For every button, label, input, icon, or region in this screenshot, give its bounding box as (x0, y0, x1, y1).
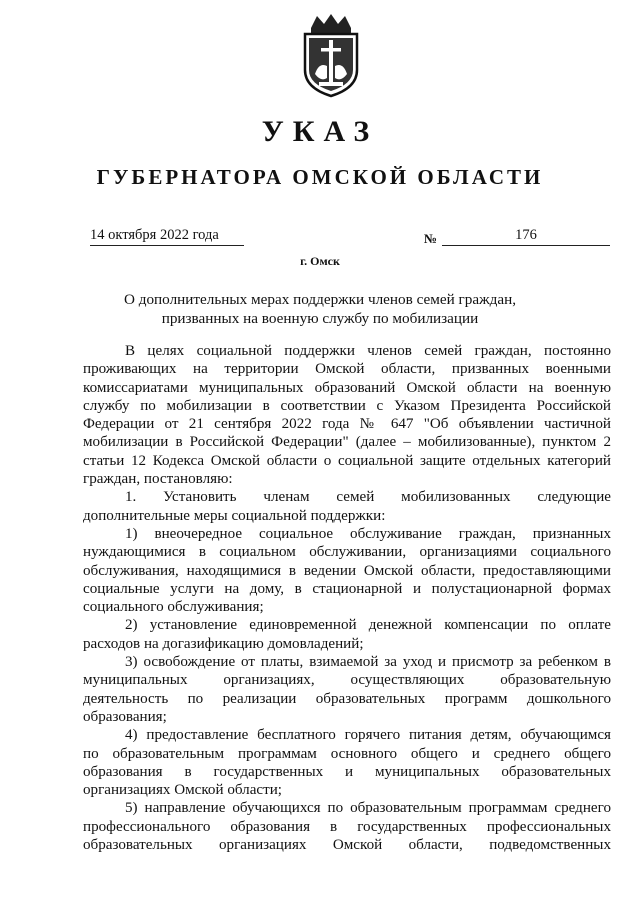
body-line: образования в государственных и муниципальных образовательных (83, 763, 611, 780)
body-line: статьи 12 Кодекса Омской области о социальной защите отдельных категорий (83, 452, 611, 469)
document-body (83, 342, 611, 854)
body-line: муниципальных организациях, осуществляющих образовательную (83, 672, 611, 689)
document-type-title: УКАЗ (261, 115, 379, 148)
body-line: образования; (83, 708, 167, 725)
issuer-title: ГУБЕРНАТОРА ОМСКОЙ ОБЛАСТИ (96, 165, 544, 189)
body-line: образовательных организациях Омской области, подведомственных (83, 837, 611, 854)
body-line: социального обслуживания; (83, 599, 264, 616)
number-sign: № (424, 231, 438, 246)
body-line: службу по мобилизации в соответствии с Указом Президента Российской (83, 397, 611, 414)
document-date: 14 октября 2022 года (90, 227, 244, 246)
body-line: 1. Установить членам семей мобилизованных следующие (125, 489, 611, 506)
body-line: мобилизации в Российской Федерации" (далее – мобилизованные), пунктом 2 (83, 434, 611, 451)
body-line: проживающих на территории Омской области, призванных военными (83, 361, 611, 378)
body-line: расходов на догазификацию домовладений; (83, 635, 364, 652)
body-line: организациях Омской области; (83, 782, 282, 799)
body-line: 4) предоставление бесплатного горячего питания детям, обучающимся (125, 727, 611, 744)
body-line: комиссариатами муниципальных образований Омской области на военную (83, 379, 611, 396)
body-line: профессионального образования в государственных профессиональных (83, 818, 611, 835)
subject-line: О дополнительных мерах поддержки членов семей граждан, (123, 291, 517, 308)
body-line: граждан, постановляю: (83, 471, 233, 488)
body-line: 5) направление обучающихся по образовательным программам среднего (125, 800, 611, 817)
document-subject (100, 290, 540, 328)
body-line: по образовательным программам основного общего и среднего общего (83, 745, 611, 762)
body-line: Федерации от 21 сентября 2022 года № 647 "Об объявлении частичной (83, 416, 611, 433)
body-line: нуждающимися в социальном обслуживании, организациями социального (83, 544, 611, 561)
subject-line: призванных на военную службу по мобилизации (161, 310, 479, 327)
body-line: 2) установление единовременной денежной компенсации по оплате (125, 617, 611, 634)
body-line: социальные услуги на дому, в стационарной и полустационарной формах (83, 580, 611, 597)
body-line: В целях социальной поддержки членов семей граждан, постоянно (125, 343, 611, 359)
body-line: дополнительные меры социальной поддержки: (83, 507, 386, 524)
body-line: деятельность по реализации образовательных программ дошкольного (83, 690, 611, 707)
omsk-coat-of-arms-icon (297, 12, 365, 98)
document-number: 176 (442, 227, 610, 246)
body-line: 3) освобождение от платы, взимаемой за уход и присмотр за ребенком в (125, 654, 611, 671)
body-line: обслуживания, находящимися в ведении Омской области, предоставляющими (83, 562, 611, 579)
city: г. Омск (300, 254, 340, 268)
body-line: 1) внеочередное социальное обслуживание граждан, признанных (125, 525, 611, 542)
